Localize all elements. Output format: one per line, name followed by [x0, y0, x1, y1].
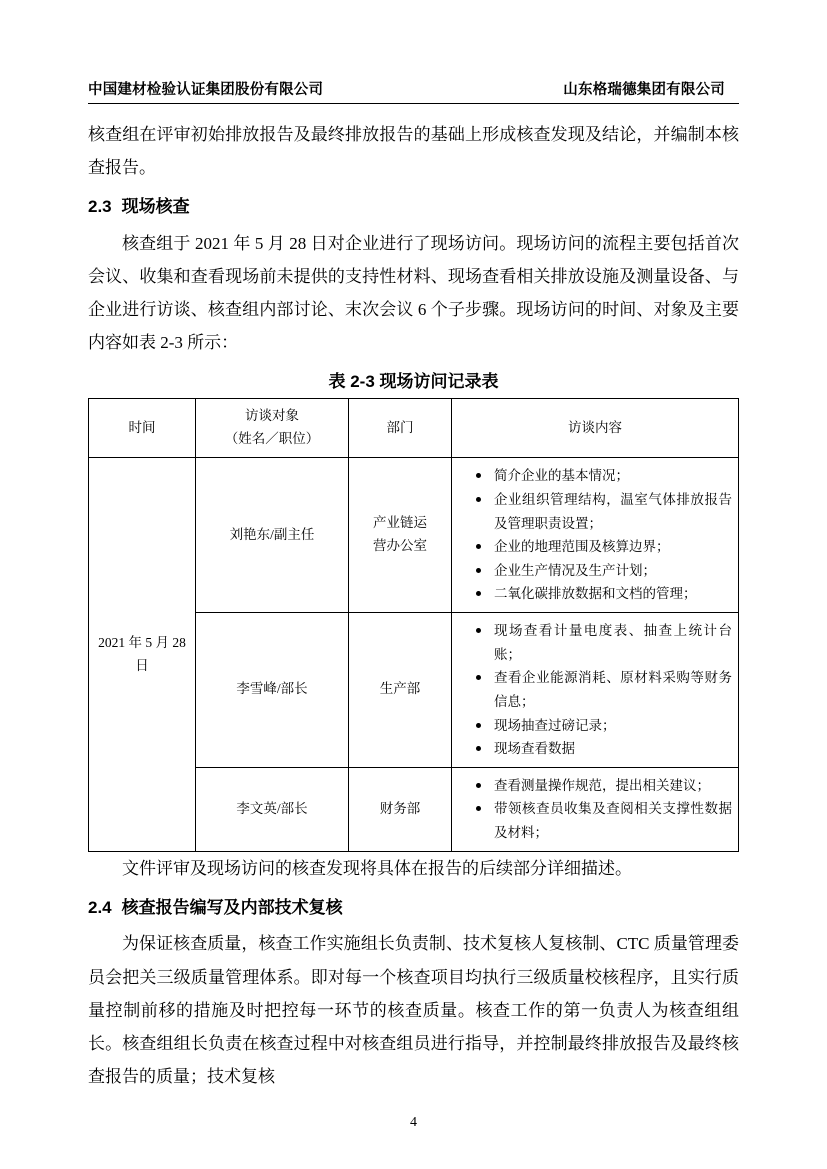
- table-caption: 表 2-3 现场访问记录表: [328, 372, 499, 392]
- list-item: 企业生产情况及生产计划；: [476, 559, 732, 583]
- table-header-row: [89, 399, 739, 458]
- cell-dept-1-line1: 产业链运: [373, 515, 427, 531]
- column-header-dept: 部门: [349, 399, 452, 458]
- cell-content-2: [452, 613, 739, 768]
- bullet-list-1: [458, 464, 732, 606]
- cell-time: 2021 年 5 月 28 日: [89, 458, 196, 851]
- list-item: 现场抽查过磅记录；: [476, 714, 732, 738]
- column-header-person-line1: 访谈对象: [245, 408, 299, 424]
- list-item: 现场查看计量电度表、抽查上统计台账；: [476, 619, 732, 666]
- cell-content-3: [452, 767, 739, 851]
- cell-person-1: 刘艳东/副主任: [196, 458, 349, 613]
- list-item: 二氧化碳排放数据和文档的管理；: [476, 582, 732, 606]
- section-title-2-3: 现场核查: [121, 197, 190, 217]
- section-number-2-3: 2.3: [88, 197, 112, 217]
- header-right-text: 山东格瑞德集团有限公司: [563, 82, 725, 98]
- paragraph-2-4: 为保证核查质量，核查工作实施组长负责制、技术复核人复核制、CTC 质量管理委员会把关三级质量管理体系。即对每一个核查项目均执行三级质量校核程序，且实行质量控制前移的措施及时把控每一环节的核查质量。核查工作的第一负责人为核查组组长。核查组组长负责在核查过程中对核查组员进行指导，并控制最终排放报告及最终核查报告的质量；技术复核: [88, 934, 739, 1086]
- column-header-person-line2: （姓名／职位）: [224, 431, 320, 447]
- cell-dept-3: 财务部: [349, 767, 452, 851]
- bullet-list-2: [458, 619, 732, 761]
- page-header: [88, 78, 739, 104]
- list-item: 带领核查员收集及查阅相关支撑性数据及材料；: [476, 797, 732, 844]
- list-item: 企业的地理范围及核算边界；: [476, 535, 732, 559]
- section-title-2-4: 核查报告编写及内部技术复核: [121, 897, 343, 917]
- bullet-list-3: [458, 774, 732, 845]
- cell-dept-1-line2: 营办公室: [373, 538, 427, 554]
- column-header-content: 访谈内容: [452, 399, 739, 458]
- paragraph-2-3: 核查组于 2021 年 5 月 28 日对企业进行了现场访问。现场访问的流程主要包括首次会议、收集和查看现场前未提供的支持性材料、现场查看相关排放设施及测量设备、与企业进行访谈、核查组内部讨论、末次会议 6 个子步骤。现场访问的时间、对象及主要内容如表 2-3 所示：: [88, 233, 739, 353]
- section-heading-2-4: [88, 893, 739, 924]
- section-heading-2-3: [88, 192, 739, 223]
- list-item: 查看测量操作规范，提出相关建议；: [476, 774, 732, 798]
- cell-person-3: 李文英/部长: [196, 767, 349, 851]
- list-item: 简介企业的基本情况；: [476, 464, 732, 488]
- table-row: [89, 458, 739, 613]
- cell-dept-1: [349, 458, 452, 613]
- cell-dept-2: 生产部: [349, 613, 452, 768]
- cell-content-1: [452, 458, 739, 613]
- paragraph-intro: 核查组在评审初始排放报告及最终排放报告的基础上形成核查发现及结论，并编制本核查报告。: [88, 125, 739, 178]
- list-item: 现场查看数据: [476, 737, 732, 761]
- list-item: 企业组织管理结构，温室气体排放报告及管理职责设置；: [476, 488, 732, 535]
- column-header-person: [196, 399, 349, 458]
- section-number-2-4: 2.4: [88, 897, 112, 917]
- paragraph-after-table: 文件评审及现场访问的核查发现将具体在报告的后续部分详细描述。: [122, 858, 632, 878]
- list-item: 查看企业能源消耗、原材料采购等财务信息；: [476, 666, 732, 713]
- site-visit-record-table: [88, 398, 739, 851]
- column-header-time: 时间: [89, 399, 196, 458]
- page-number: 4: [410, 1115, 417, 1130]
- cell-person-2: 李雪峰/部长: [196, 613, 349, 768]
- header-left-text: 中国建材检验认证集团股份有限公司: [88, 82, 324, 98]
